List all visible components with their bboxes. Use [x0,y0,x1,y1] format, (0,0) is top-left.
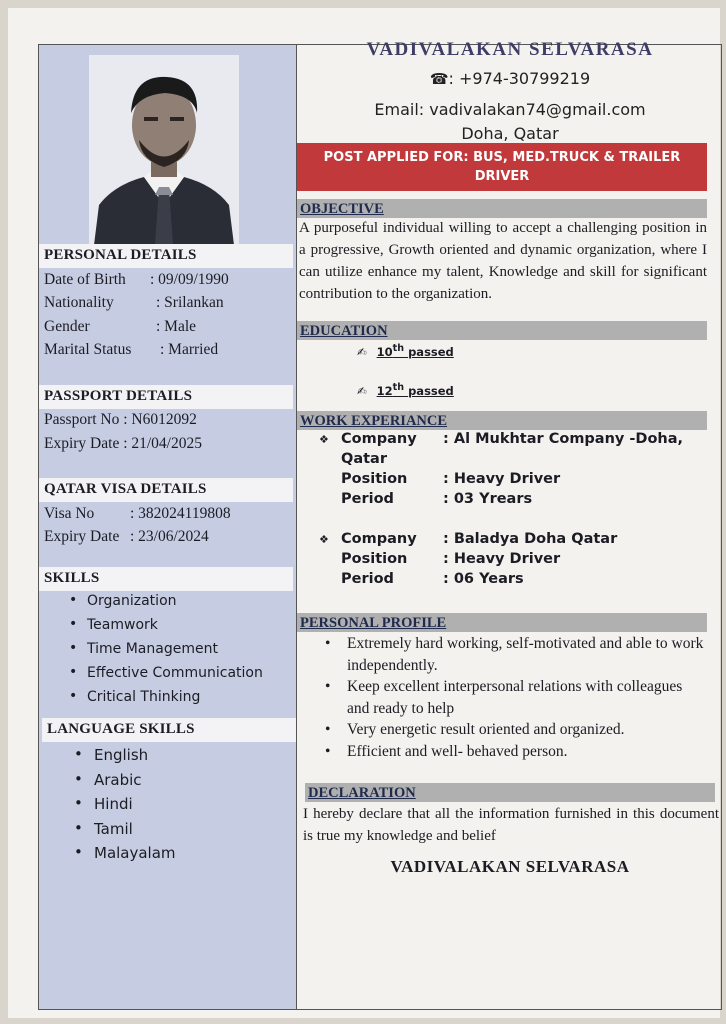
education-grade [377,345,454,359]
work-heading [297,411,707,430]
visa-expiry-row [44,528,209,546]
passport-expiry: Expiry Date : 21/04/2025 [44,435,202,452]
visa-expiry-value: : 23/06/2024 [130,528,209,545]
dob-row [44,271,229,289]
period-value: : 03 Yrears [443,491,533,507]
language-item: • Hindi [74,795,176,820]
marital-value: : Married [160,341,219,358]
grade-num: 12 [376,383,393,398]
visa-expiry-label: Expiry Date [44,528,120,545]
education-item [357,382,454,398]
pointer-icon: ✍ [357,383,367,398]
objective-text: A purposeful individual willing to accept a challenging position in a progressive, Growth oriented and dynamic organization, where I can utilize enhance my talent, Knowledge and skill for significant contribution to the organization. [299,220,707,302]
objective-title: OBJECTIVE [300,201,384,217]
company-value: : Baladya Doha Qatar [443,531,618,547]
grade-label: passed [408,344,454,359]
dob-label: Date of Birth [44,271,126,288]
language-item: • English [74,746,176,771]
header-name: VADIVALAKAN SELVARASA [366,39,654,60]
education-item [357,343,454,359]
profile-item: • Efficient and well- behaved person. [325,741,705,763]
dob-value: : 09/09/1990 [150,271,229,288]
marital-label: Marital Status [44,341,132,358]
education-heading [297,321,707,340]
resume-frame [38,39,722,1010]
skills-list [69,593,263,713]
profile-photo [89,55,239,245]
pointer-icon: ✍ [357,344,367,359]
grade-sup: th [392,382,405,393]
personal-details-title: PERSONAL DETAILS [39,244,293,268]
declaration-title: DECLARATION [308,785,416,801]
declaration-heading [305,783,715,802]
skill-item: • Teamwork [69,617,263,641]
profile-list [325,633,705,762]
language-item: • Malayalam [74,844,176,869]
gender-value: : Male [156,318,197,335]
main-column [297,39,723,1009]
visa-no-value: : 382024119808 [130,505,231,522]
skill-item: • Effective Communication [69,665,263,689]
period-value: : 06 Years [443,571,524,587]
skill-item: • Organization [69,593,263,617]
profile-item: • Very energetic result oriented and organized. [325,719,705,741]
position-label: Position [341,551,408,567]
grade-label: passed [408,383,454,398]
visa-no-row [44,505,231,523]
position-value: : Heavy Driver [443,551,561,567]
diamond-bullet-icon: ❖ [319,533,329,546]
position-label: Position [341,471,408,487]
signature-name: VADIVALAKAN SELVARASA [390,857,630,876]
skill-item: • Critical Thinking [69,689,263,713]
nationality-row [44,294,224,312]
location-line: Doha, Qatar [461,124,559,143]
nationality-label: Nationality [44,294,114,311]
person-photo-icon [89,55,239,245]
education-title: EDUCATION [300,323,388,339]
visa-no-label: Visa No [44,505,95,522]
grade-num: 10 [376,344,393,359]
objective-heading [297,199,707,218]
skills-title: SKILLS [39,567,293,591]
profile-heading [297,613,707,632]
phone-icon: ☎ [429,70,449,88]
position-value: : Heavy Driver [443,471,561,487]
language-item: • Arabic [74,771,176,796]
language-item: • Tamil [74,820,176,845]
profile-item: • Extremely hard working, self-motivated and able to work independently. [325,633,705,676]
language-skills-title: LANGUAGE SKILLS [42,718,296,742]
phone-line [297,69,723,88]
marital-row [44,341,219,359]
passport-no: Passport No : N6012092 [44,411,197,428]
declaration-text: I hereby declare that all the information furnished in this document is true my knowledge and belief [303,806,719,844]
work-title: WORK EXPERIANCE [300,413,448,429]
resume-paper [8,8,720,1018]
profile-title: PERSONAL PROFILE [300,615,447,631]
company-value-cont: Qatar [341,451,387,467]
education-grade [377,384,454,398]
grade-sup: th [392,343,405,354]
email-line: Email: vadivalakan74@gmail.com [374,100,646,119]
languages-list [74,746,176,869]
passport-details-title: PASSPORT DETAILS [39,385,293,409]
gender-label: Gender [44,318,90,335]
period-label: Period [341,571,394,587]
company-label: Company [341,431,417,447]
company-label: Company [341,531,417,547]
skill-item: • Time Management [69,641,263,665]
phone-number: : +974-30799219 [448,69,591,88]
gender-row [44,318,197,336]
company-value: : Al Mukhtar Company -Doha, [443,431,684,447]
post-applied-banner: POST APPLIED FOR: BUS, MED.TRUCK & TRAILER DRIVER [297,143,707,191]
profile-item: • Keep excellent interpersonal relations with colleagues and ready to help [325,676,705,719]
sidebar [39,45,297,1009]
diamond-bullet-icon: ❖ [319,433,329,446]
period-label: Period [341,491,394,507]
visa-details-title: QATAR VISA DETAILS [39,478,293,502]
nationality-value: : Srilankan [156,294,224,311]
